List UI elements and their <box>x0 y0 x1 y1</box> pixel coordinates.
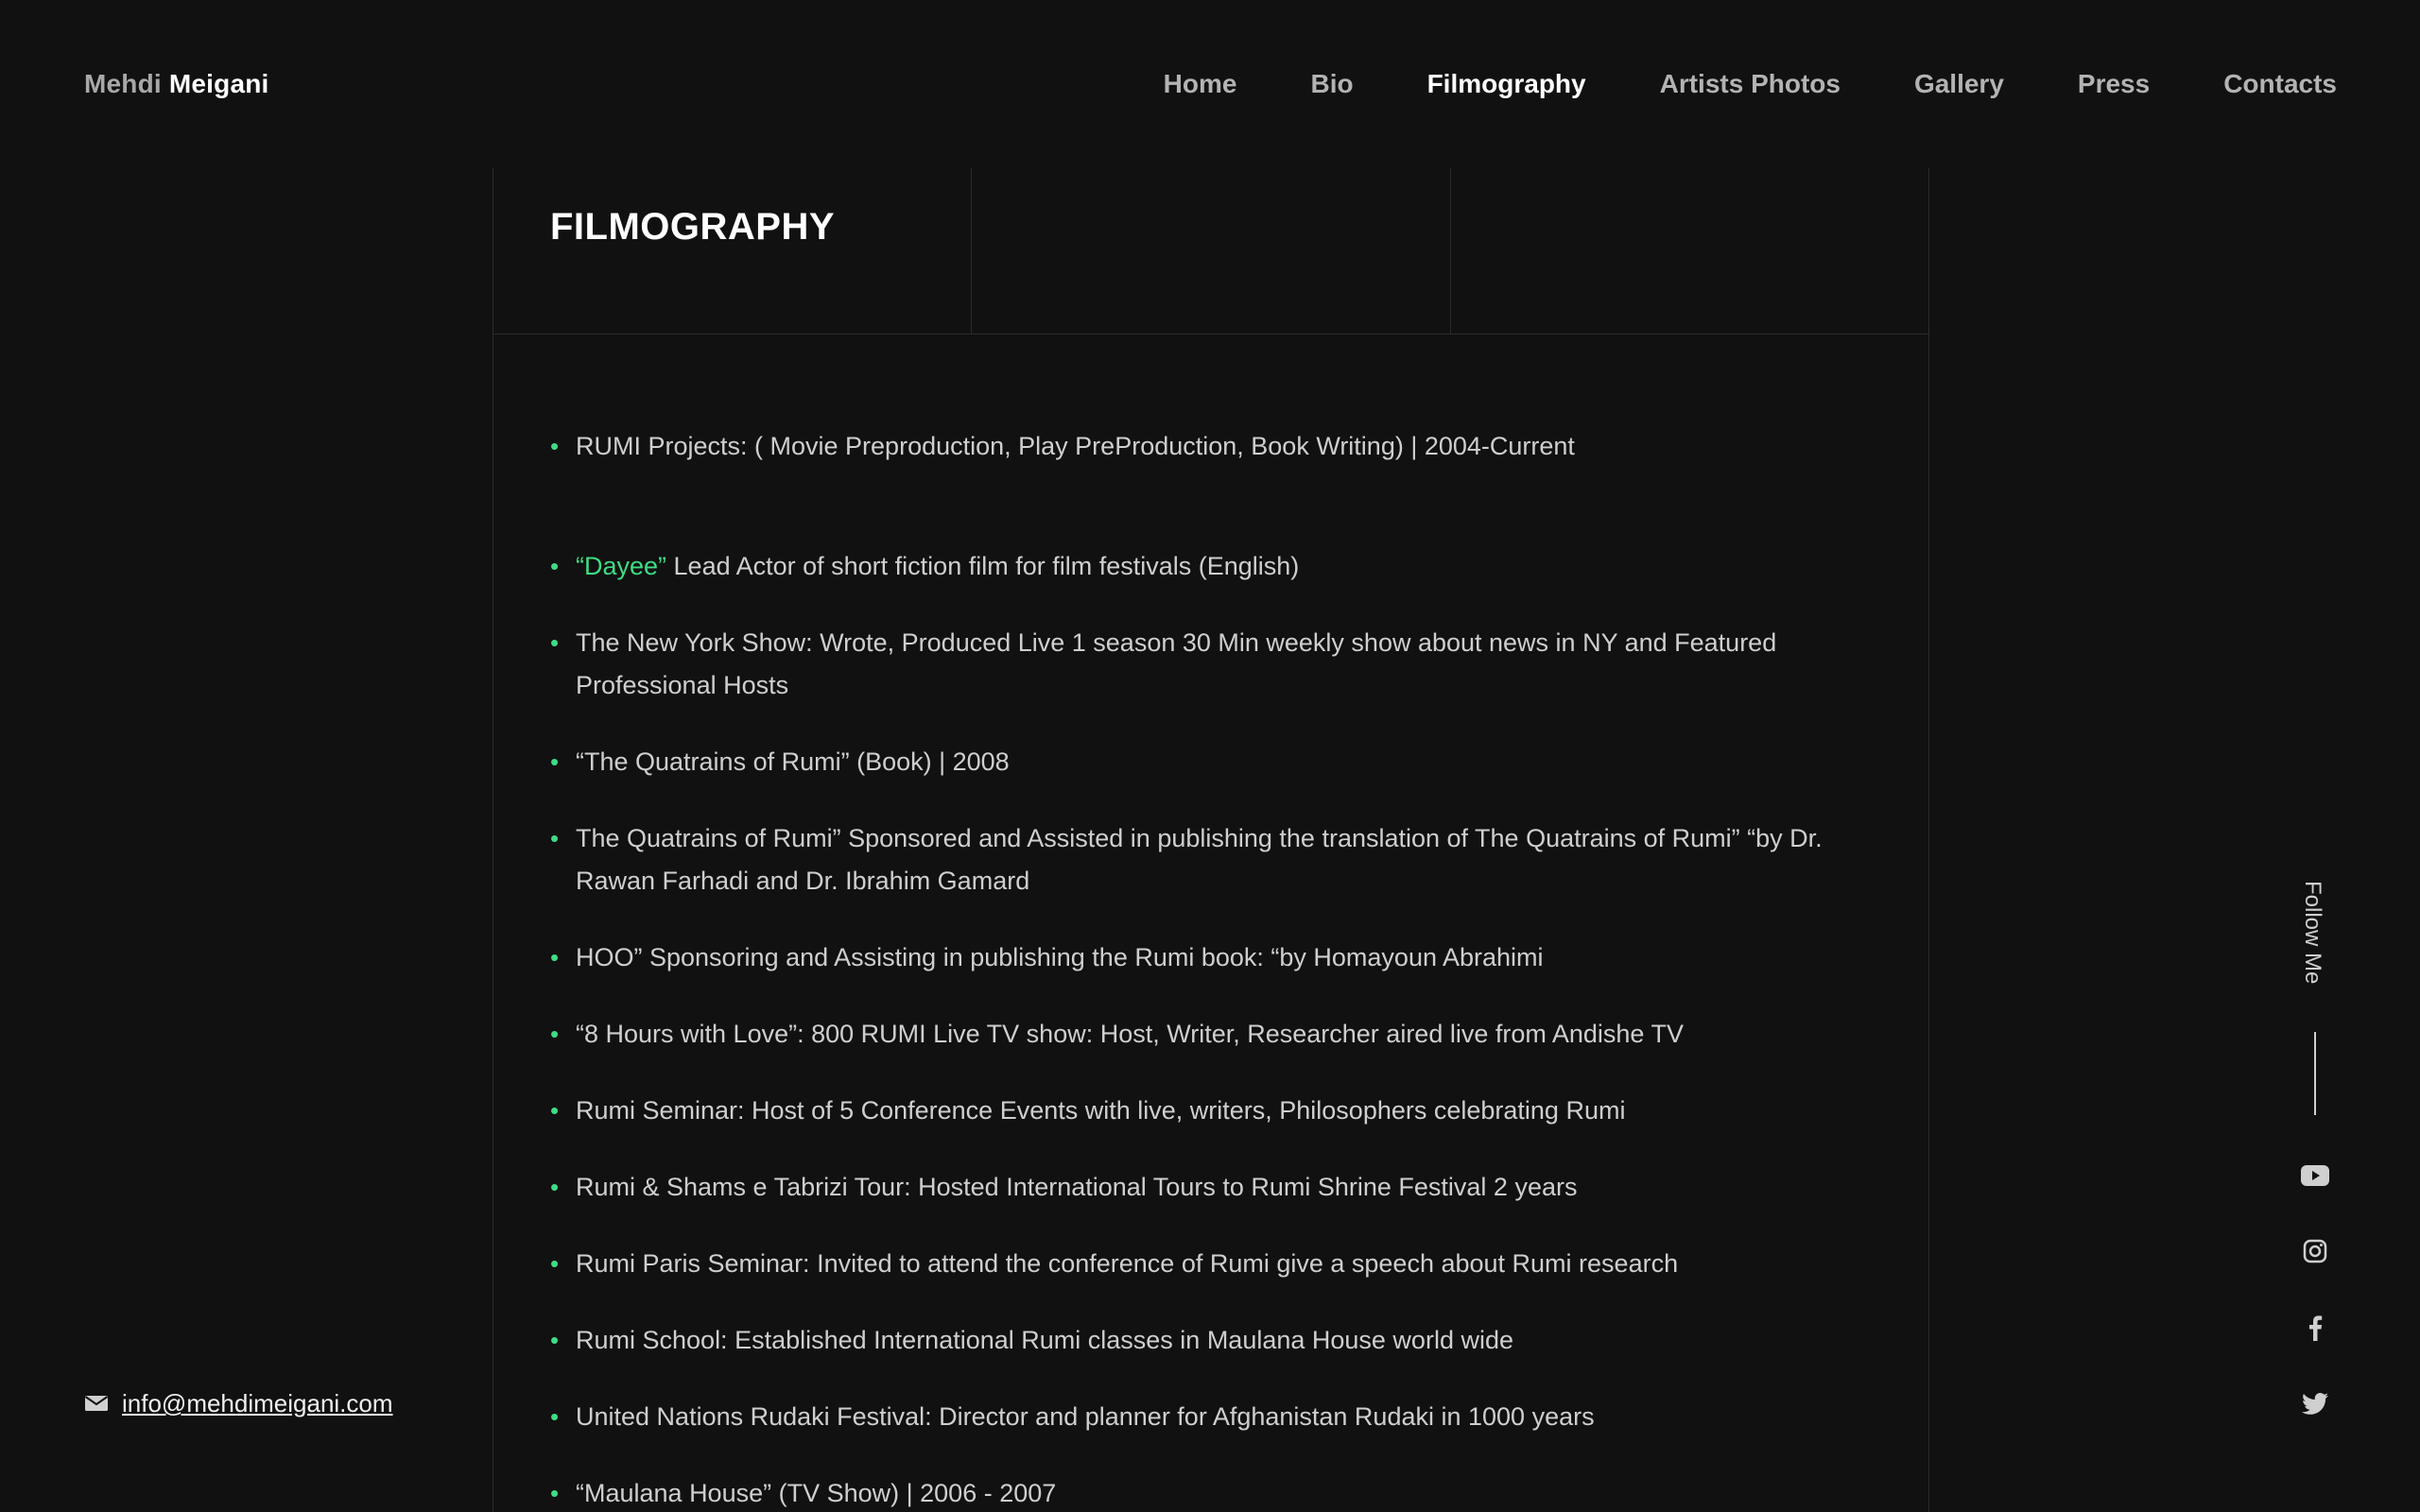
brand-first-name: Mehdi <box>84 69 162 98</box>
email-link[interactable]: info@mehdimeigani.com <box>122 1389 393 1418</box>
filmography-item <box>550 1243 1874 1285</box>
filmography-item-text: Rumi Paris Seminar: Invited to attend the conference of Rumi give a speech about Rumi research <box>576 1249 1679 1278</box>
filmography-item <box>550 1319 1874 1362</box>
bullet-icon: • <box>550 1249 560 1278</box>
twitter-icon[interactable] <box>2299 1387 2331 1419</box>
filmography-item <box>550 622 1874 707</box>
filmography-item <box>550 1166 1874 1209</box>
grid-divider <box>1928 168 1929 1512</box>
follow-me-text: Follow Me <box>2300 881 2325 985</box>
filmography-item-text: Rumi & Shams e Tabrizi Tour: Hosted International Tours to Rumi Shrine Festival 2 years <box>576 1173 1578 1201</box>
filmography-item <box>550 545 1874 588</box>
filmography-item-text: “The Quatrains of Rumi” (Book) | 2008 <box>576 747 1010 776</box>
filmography-item-text: United Nations Rudaki Festival: Director and planner for Afghanistan Rudaki in 1000 years <box>576 1402 1595 1431</box>
filmography-item <box>550 936 1874 979</box>
bullet-icon: • <box>550 432 560 460</box>
bullet-icon: • <box>550 747 560 776</box>
bullet-icon: • <box>550 1020 560 1048</box>
filmography-item <box>550 741 1874 783</box>
site-logo[interactable] <box>84 68 269 100</box>
facebook-icon[interactable] <box>2299 1312 2331 1344</box>
filmography-item-text: “8 Hours with Love”: 800 RUMI Live TV show: Host, Writer, Researcher aired live from Andishe TV <box>576 1020 1684 1048</box>
grid-divider <box>493 334 1929 335</box>
main-nav <box>1090 68 2337 100</box>
filmography-item-text: The New York Show: Wrote, Produced Live 1 season 30 Min weekly show about news in NY and Featured Professional Hosts <box>576 628 1777 699</box>
instagram-icon[interactable] <box>2299 1235 2331 1267</box>
filmography-item <box>550 425 1874 468</box>
filmography-item <box>550 817 1874 902</box>
filmography-item-text: The Quatrains of Rumi” Sponsored and Assisted in publishing the translation of The Quatrains of Rumi” “by Dr. Rawan Farhadi and Dr. Ibrahim Gamard <box>576 824 1823 895</box>
filmography-item <box>550 1472 1874 1512</box>
nav-contacts[interactable]: Contacts <box>2223 69 2337 98</box>
grid-divider <box>971 168 972 334</box>
bullet-icon: • <box>550 1479 560 1507</box>
filmography-item <box>550 1396 1874 1438</box>
nav-artists-photos[interactable]: Artists Photos <box>1659 69 1841 98</box>
bullet-icon: • <box>550 552 560 580</box>
bullet-icon: • <box>550 943 560 971</box>
filmography-item-text: “Maulana House” (TV Show) | 2006 - 2007 <box>576 1479 1057 1507</box>
bullet-icon: • <box>550 1173 560 1201</box>
filmography-item-text: HOO” Sponsoring and Assisting in publishing the Rumi book: “by Homayoun Abrahimi <box>576 943 1544 971</box>
bullet-icon: • <box>550 628 560 657</box>
nav-home[interactable]: Home <box>1163 69 1237 98</box>
follow-divider <box>2314 1032 2316 1115</box>
filmography-item <box>550 1013 1874 1056</box>
filmography-item-text: RUMI Projects: ( Movie Preproduction, Play PreProduction, Book Writing) | 2004-Current <box>576 432 1575 460</box>
nav-press[interactable]: Press <box>2077 69 2151 98</box>
nav-filmography[interactable]: Filmography <box>1426 69 1586 98</box>
contact-email <box>84 1387 393 1419</box>
youtube-icon[interactable] <box>2299 1160 2331 1192</box>
bullet-icon: • <box>550 1096 560 1125</box>
mail-icon <box>84 1395 109 1412</box>
filmography-item-text: Rumi Seminar: Host of 5 Conference Events with live, writers, Philosophers celebrating Rumi <box>576 1096 1626 1125</box>
bullet-icon: • <box>550 1402 560 1431</box>
filmography-item-text: Lead Actor of short fiction film for film festivals (English) <box>666 552 1300 580</box>
nav-bio[interactable]: Bio <box>1310 69 1354 98</box>
filmography-item-text: Rumi School: Established International Rumi classes in Maulana House world wide <box>576 1326 1513 1354</box>
grid-divider <box>1450 168 1451 334</box>
follow-me-label <box>2298 881 2330 994</box>
nav-gallery[interactable]: Gallery <box>1913 69 2004 98</box>
bullet-icon: • <box>550 1326 560 1354</box>
bullet-icon: • <box>550 824 560 852</box>
brand-last-name: Meigani <box>168 69 269 98</box>
filmography-item-highlight: “Dayee” <box>576 552 667 580</box>
filmography-list <box>550 425 1874 1512</box>
page-title: FILMOGRAPHY <box>550 206 836 248</box>
filmography-item <box>550 1090 1874 1132</box>
